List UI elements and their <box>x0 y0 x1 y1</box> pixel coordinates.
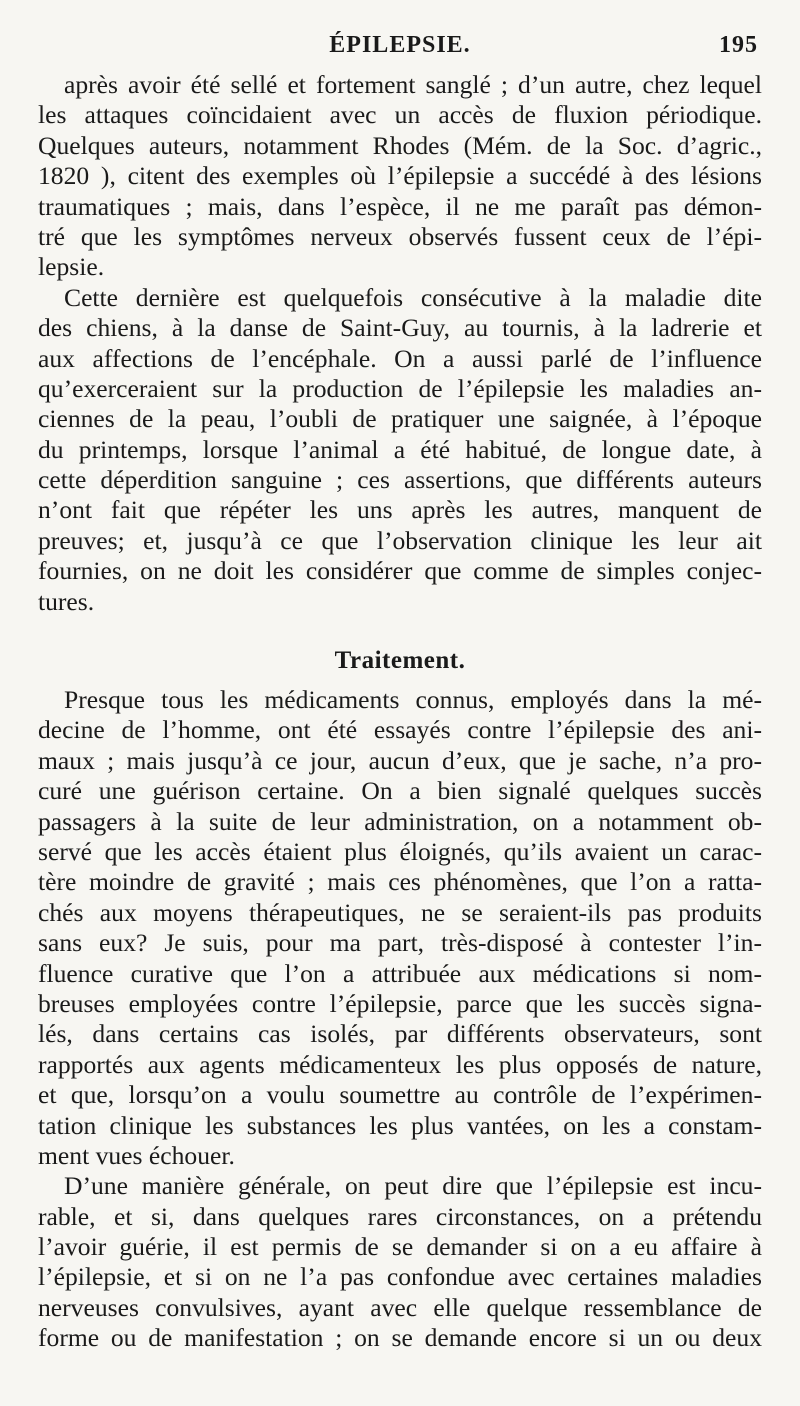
text-line: chés aux moyens thérapeutiques, ne se seraient-ils pas produits <box>38 897 762 927</box>
text-line: aux affections de l’encéphale. On a aussi parlé de l’influence <box>38 343 762 373</box>
text-line: servé que les accès étaient plus éloignés, qu’ils avaient un carac- <box>38 836 762 866</box>
text-line: du printemps, lorsque l’animal a été habitué, de longue date, à <box>38 434 762 464</box>
text-line: ment vues échouer. <box>38 1140 235 1170</box>
text-line: fluence curative que l’on a attribuée aux médications si nom- <box>38 958 762 988</box>
text-line: preuves; et, jusqu’à ce que l’observation clinique les leur ait <box>38 525 762 555</box>
section-paragraph-1 <box>38 685 762 1171</box>
text-line: lés, dans certains cas isolés, par différents observateurs, sont <box>38 1019 762 1049</box>
section-paragraph-2 <box>38 1171 762 1353</box>
text-line: curé une guérison certaine. On a bien signalé quelques succès <box>38 776 762 806</box>
text-line: ciennes de la peau, l’oubli de pratiquer une saignée, à l’époque <box>38 404 762 434</box>
text-line: D’une manière générale, on peut dire que l’épilepsie est incu- <box>64 1171 762 1201</box>
body-text <box>38 70 762 1354</box>
text-line: tures. <box>38 586 95 616</box>
text-line: Quelques auteurs, notamment Rhodes (Mém. de la Soc. d’agric., <box>38 130 762 160</box>
text-line: breuses employées contre l’épilepsie, parce que les succès signa- <box>38 988 762 1018</box>
text-line: après avoir été sellé et fortement sanglé ; d’un autre, chez lequel <box>64 70 762 99</box>
running-head <box>38 26 762 66</box>
text-line: rable, et si, dans quelques rares circonstances, on a prétendu <box>38 1201 762 1231</box>
text-line: Presque tous les médicaments connus, employés dans la mé- <box>64 685 762 715</box>
text-line: traumatiques ; mais, dans l’espèce, il ne me paraît pas démon- <box>38 191 762 221</box>
text-line: cette déperdition sanguine ; ces assertions, que différents auteurs <box>38 465 762 495</box>
paragraph-1 <box>38 70 762 283</box>
text-line: des chiens, à la danse de Saint-Guy, au tournis, à la ladrerie et <box>38 313 762 343</box>
paragraph-2 <box>38 283 762 617</box>
text-line: passagers à la suite de leur administration, on a notamment ob- <box>38 806 762 836</box>
text-line: forme ou de manifestation ; on se demande encore si un ou deux <box>38 1323 762 1353</box>
text-line: l’avoir guérie, il est permis de se demander si on a eu affaire à <box>38 1232 762 1262</box>
text-line: l’épilepsie, et si on ne l’a pas confondue avec certaines maladies <box>38 1262 762 1292</box>
text-line: 1820 ), citent des exemples où l’épilepsie a succédé à des lésions <box>38 161 762 191</box>
page-number: 195 <box>719 32 758 58</box>
text-line: tère moindre de gravité ; mais ces phénomènes, que l’on a rattа- <box>38 867 762 897</box>
text-line: tation clinique les substances les plus vantées, on les a constam- <box>38 1110 762 1140</box>
text-line: rapportés aux agents médicamenteux les plus opposés de nature, <box>38 1049 762 1079</box>
running-title: ÉPILEPSIE. <box>329 32 471 58</box>
text-line: decine de l’homme, ont été essayés contre l’épilepsie des ani- <box>38 715 762 745</box>
section-heading: Traitement. <box>334 647 466 675</box>
text-line: tré que les symptômes nerveux observés fussent ceux de l’épi- <box>38 221 762 251</box>
text-line: maux ; mais jusqu’à ce jour, aucun d’eux, que je sache, n’a pro- <box>38 745 762 775</box>
text-line: lepsie. <box>38 252 105 282</box>
text-line: les attaques coïncidaient avec un accès de fluxion périodique. <box>38 100 762 130</box>
text-line: Cette dernière est quelquefois consécutive à la maladie dite <box>64 282 762 312</box>
text-line: et que, lorsqu’on a voulu soumettre au contrôle de l’expérimen- <box>38 1080 762 1110</box>
text-line: fournies, on ne doit les considérer que comme de simples conjec- <box>38 556 762 586</box>
text-line: nerveuses convulsives, ayant avec elle quelque ressemblance de <box>38 1292 762 1322</box>
text-line: sans eux? Je suis, pour ma part, très-disposé à contester l’in- <box>38 928 762 958</box>
text-line: n’ont fait que répéter les uns après les autres, manquent de <box>38 495 762 525</box>
text-line: qu’exerceraient sur la production de l’épilepsie les maladies an- <box>38 373 762 403</box>
